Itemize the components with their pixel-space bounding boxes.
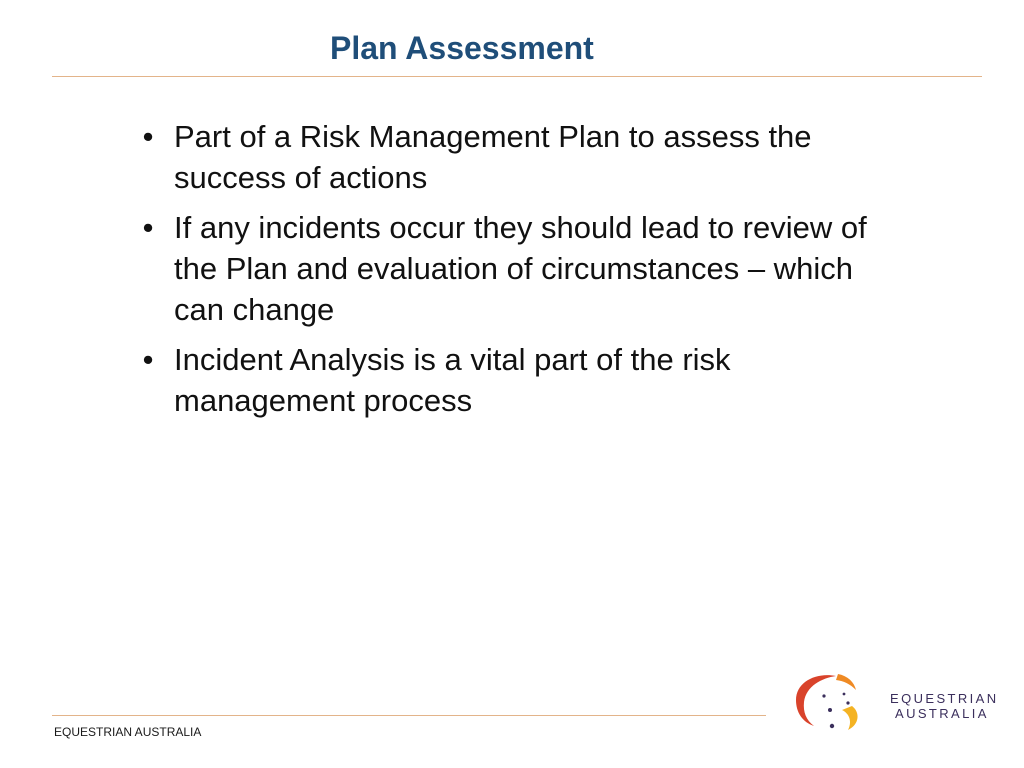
bullet-item xyxy=(138,116,878,198)
footer-divider xyxy=(52,715,766,716)
logo-wordmark xyxy=(890,691,999,721)
logo-star xyxy=(822,694,825,697)
bullet-list xyxy=(138,116,878,430)
bullet-item xyxy=(138,339,878,421)
logo-swoosh-red xyxy=(796,675,836,726)
bullet-text: Part of a Risk Management Plan to assess the success of actions xyxy=(174,119,812,195)
logo-swoosh-yellow xyxy=(842,706,858,730)
bullet-marker: • xyxy=(142,119,154,154)
logo-swoosh-orange xyxy=(836,674,856,690)
bullet-text: If any incidents occur they should lead to review of the Plan and evaluation of circumstances – which can change xyxy=(174,210,867,327)
bullet-text: Incident Analysis is a vital part of the risk management process xyxy=(174,342,731,418)
footer-text: EQUESTRIAN AUSTRALIA xyxy=(54,725,202,739)
logo-star xyxy=(828,708,832,712)
logo-star xyxy=(843,693,846,696)
logo-star xyxy=(846,701,849,704)
logo-wordmark-line2: AUSTRALIA xyxy=(895,706,989,721)
bullet-marker: • xyxy=(142,342,154,377)
logo-mark-icon xyxy=(786,666,882,736)
slide-title: Plan Assessment xyxy=(330,30,594,66)
title-divider xyxy=(52,76,982,77)
equestrian-australia-logo xyxy=(786,666,999,736)
bullet-item xyxy=(138,207,878,330)
logo-star xyxy=(830,724,834,728)
logo-wordmark-line1: EQUESTRIAN xyxy=(890,691,999,706)
bullet-marker: • xyxy=(142,210,154,245)
